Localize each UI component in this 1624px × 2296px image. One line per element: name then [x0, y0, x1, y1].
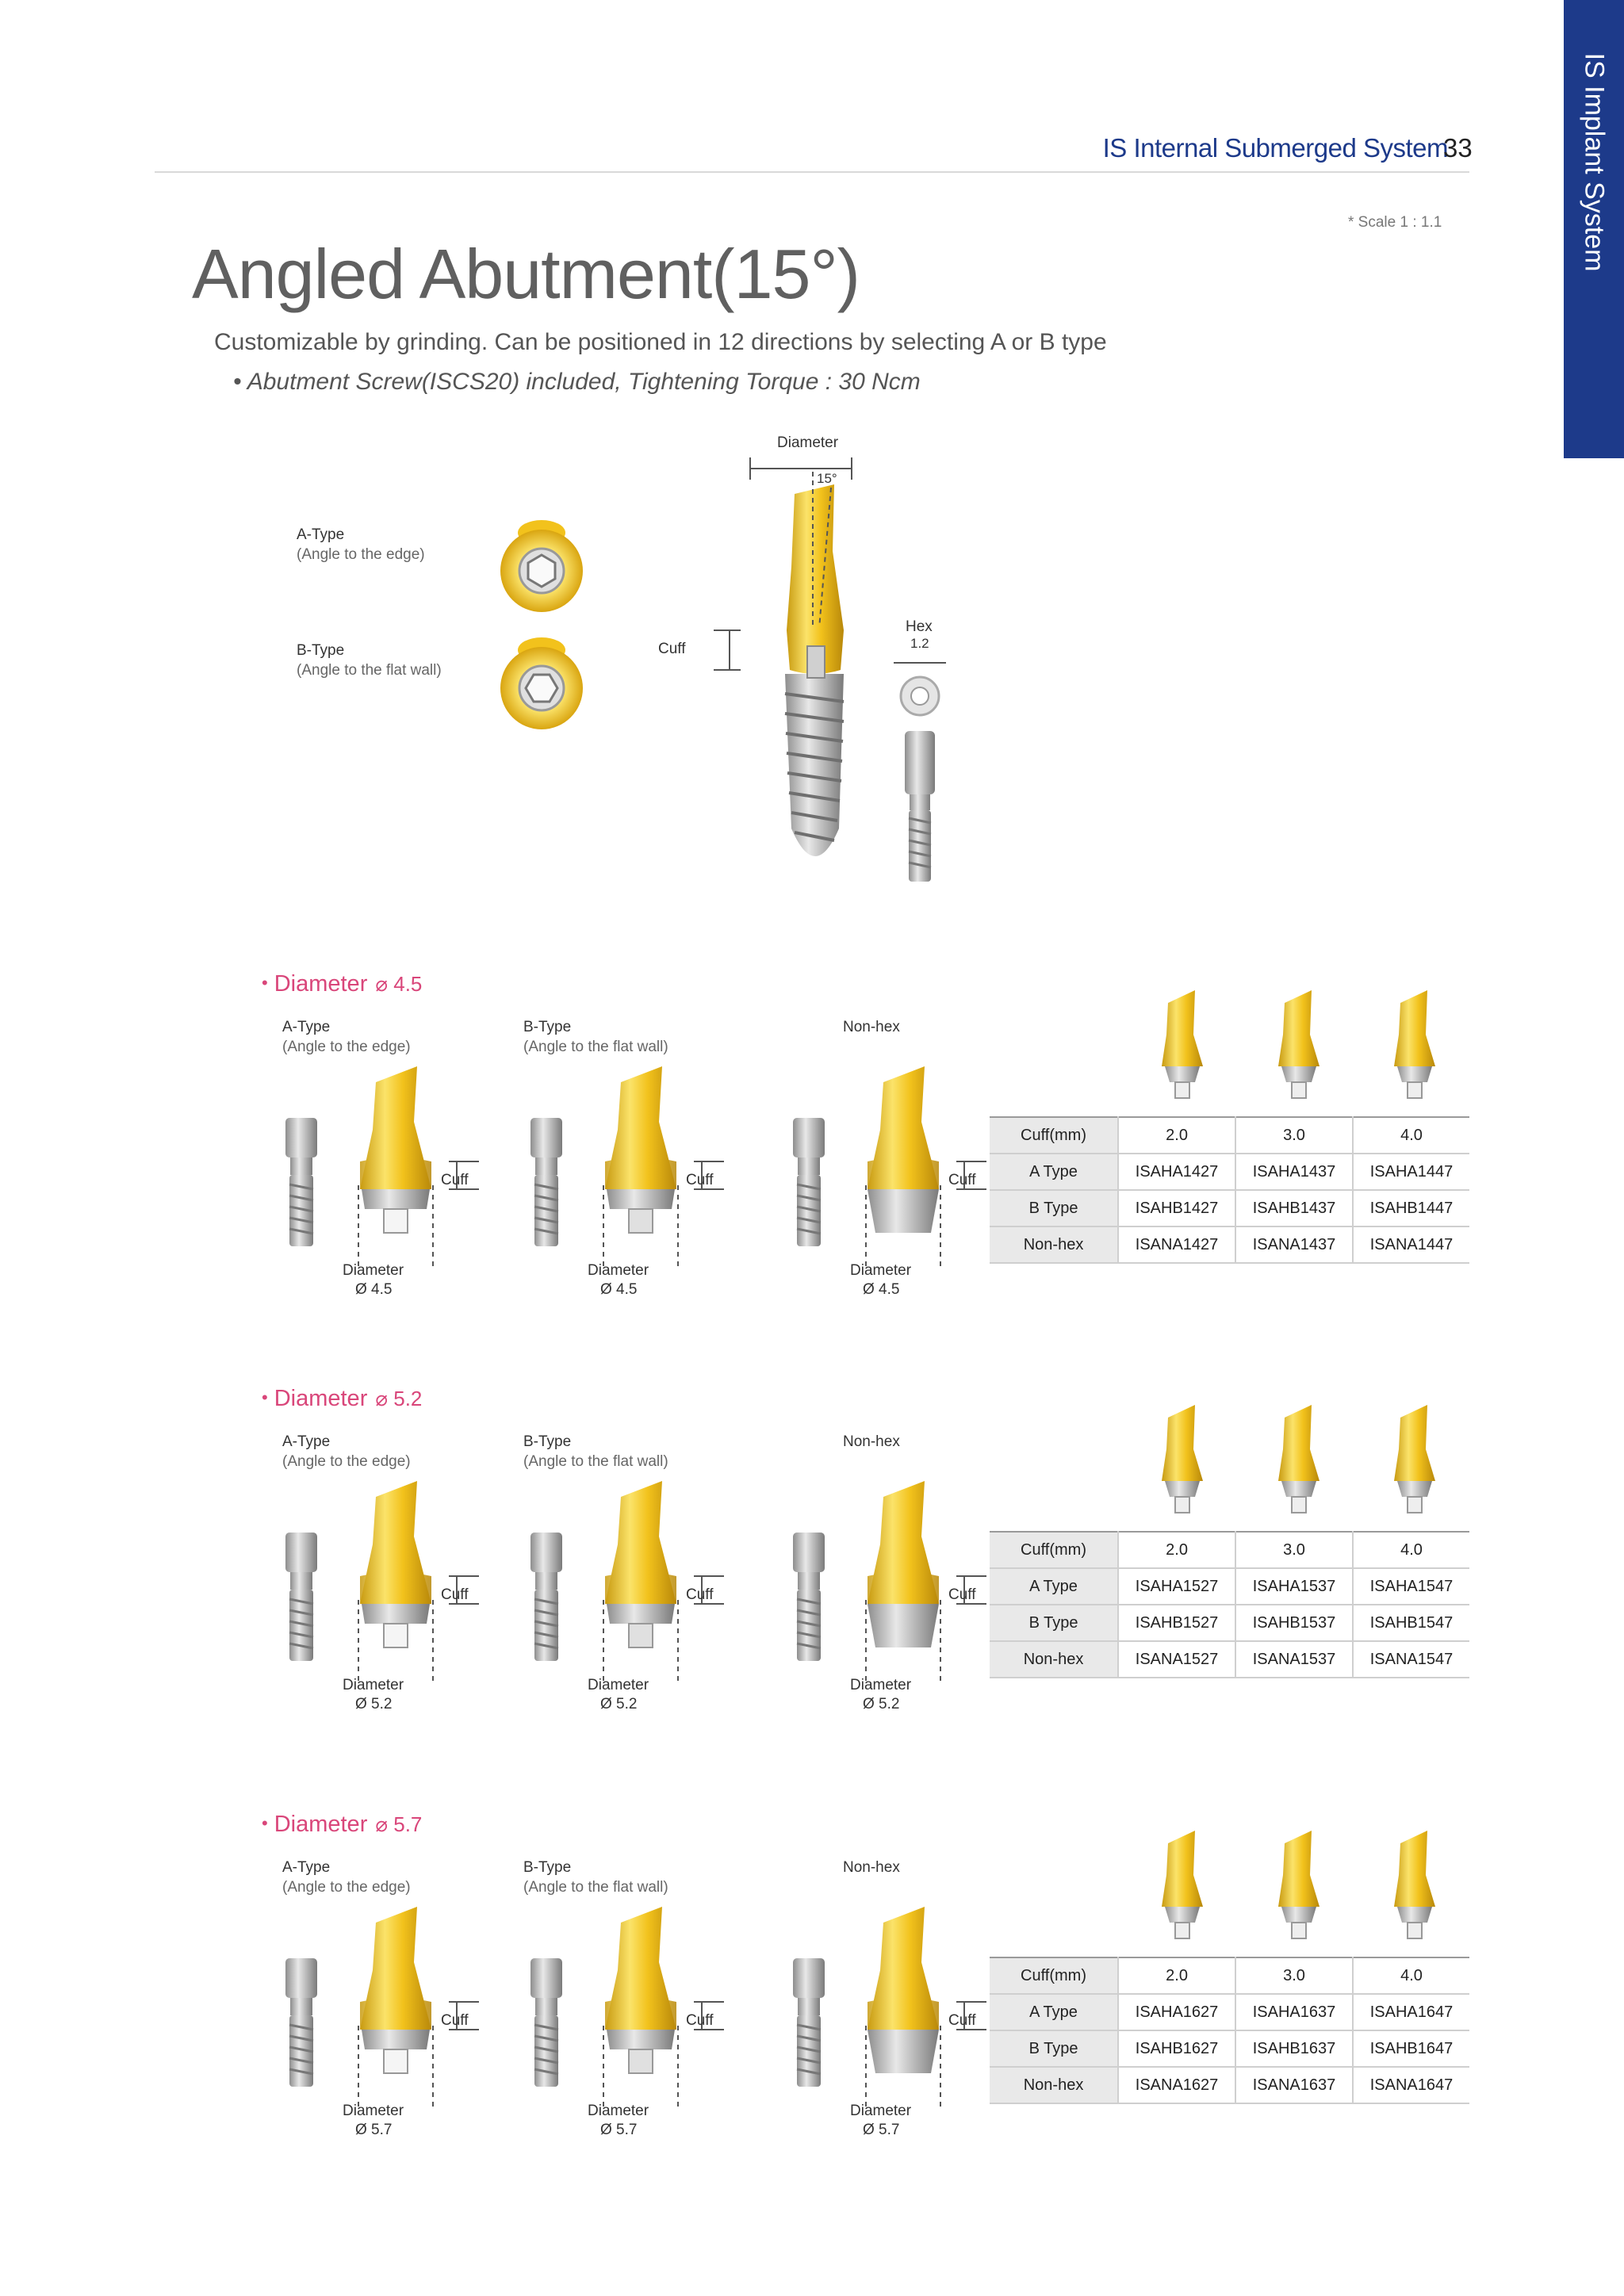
hex-screw-illustration	[892, 650, 948, 888]
scale-note: * Scale 1 : 1.1	[1348, 214, 1442, 231]
page-subtitle: Customizable by grinding. Can be positioned in 12 directions by selecting A or B type	[214, 329, 1107, 355]
section-diameter: ⌀ 5.7	[375, 1812, 423, 1836]
section-heading-text: Diameter	[274, 971, 368, 997]
row-header-cell: B Type	[990, 1190, 1118, 1226]
b-type-sub: (Angle to the flat wall)	[523, 1879, 668, 1896]
mini-abutment-3	[1386, 987, 1442, 1106]
row-header-cell: Non-hex	[990, 2067, 1118, 2103]
mini-abutment-2	[1270, 1402, 1326, 1521]
b-type-top-view	[498, 634, 585, 733]
non-hex-diameter-value: Ø 5.7	[863, 2122, 900, 2138]
a-type-abutment-illustration	[338, 1907, 473, 2097]
non-hex-abutment-illustration	[845, 1066, 980, 1257]
table-cell: ISAHB1427	[1118, 1190, 1235, 1226]
mini-abutment-1	[1154, 987, 1209, 1106]
non-hex-diameter-label: Diameter	[850, 1677, 912, 1693]
table-header-row	[990, 1532, 1469, 1568]
non-hex-diameter-label: Diameter	[850, 1262, 912, 1279]
table-cell: ISANA1637	[1235, 2067, 1353, 2103]
page-title: Angled Abutment(15°)	[192, 235, 860, 313]
b-type-diameter-value: Ø 5.2	[600, 1696, 638, 1712]
mini-abutment-1	[1154, 1827, 1209, 1946]
a-type-sub: (Angle to the edge)	[282, 1039, 411, 1055]
b-type-label	[523, 1432, 668, 1471]
a-type-top-view	[498, 517, 585, 616]
side-tab	[1564, 0, 1624, 458]
hero-diameter-label: Diameter	[777, 434, 839, 451]
row-header-cell: Non-hex	[990, 1226, 1118, 1263]
hero-angle-label: 15°	[817, 471, 837, 486]
b-type-label	[523, 1017, 668, 1057]
b-type-sub: (Angle to the flat wall)	[523, 1039, 668, 1055]
bullet-dot: •	[262, 1813, 268, 1833]
page-number: 33	[1443, 133, 1473, 163]
a-type-sub: (Angle to the edge)	[282, 1453, 411, 1470]
row-header-cell: Cuff(mm)	[990, 1957, 1118, 1994]
bullet-dot: •	[262, 1387, 268, 1407]
b-type-label	[523, 1858, 668, 1897]
table-cell: ISAHB1627	[1118, 2030, 1235, 2067]
table-row	[990, 2067, 1469, 2103]
header-rule	[155, 171, 1469, 173]
table-cell: ISAHB1637	[1235, 2030, 1353, 2067]
b-type-screw-illustration	[527, 1958, 567, 2093]
row-header-cell: B Type	[990, 1605, 1118, 1641]
a-type-cuff-label: Cuff	[441, 2012, 469, 2029]
a-type-abutment-illustration	[338, 1481, 473, 1671]
non-hex-diameter-value: Ø 4.5	[863, 1281, 900, 1298]
header-title: IS Internal Submerged System	[1102, 133, 1448, 163]
hero-b-type-label	[297, 641, 442, 680]
b-type-cuff-label: Cuff	[686, 2012, 714, 2029]
table-cell: ISANA1437	[1235, 1226, 1353, 1263]
table-row	[990, 1154, 1469, 1190]
a-type-label	[282, 1017, 411, 1057]
table-header-row	[990, 1117, 1469, 1154]
hero-a-type-title: A-Type	[297, 526, 345, 543]
table-cell: ISAHA1537	[1235, 1568, 1353, 1605]
non-hex-screw-illustration	[790, 1533, 829, 1667]
b-type-screw-illustration	[527, 1118, 567, 1253]
table-cell: ISANA1447	[1353, 1226, 1469, 1263]
table-cell: 4.0	[1353, 1957, 1469, 1994]
table-cell: 4.0	[1353, 1532, 1469, 1568]
row-header-cell: A Type	[990, 1994, 1118, 2030]
table-row	[990, 1226, 1469, 1263]
order-code-table	[990, 1957, 1469, 2104]
mini-abutment-2	[1270, 1827, 1326, 1946]
table-cell: ISAHB1547	[1353, 1605, 1469, 1641]
table-cell: 3.0	[1235, 1957, 1353, 1994]
non-hex-label	[843, 1017, 900, 1037]
table-cell: ISAHA1427	[1118, 1154, 1235, 1190]
a-type-screw-illustration	[282, 1118, 322, 1253]
non-hex-abutment-illustration	[845, 1907, 980, 2097]
table-cell: ISAHB1437	[1235, 1190, 1353, 1226]
side-tab-label: IS Implant System	[1579, 52, 1610, 272]
non-hex-diameter-label: Diameter	[850, 2103, 912, 2119]
table-row	[990, 2030, 1469, 2067]
a-type-diameter-value: Ø 5.7	[355, 2122, 393, 2138]
row-header-cell: A Type	[990, 1154, 1118, 1190]
b-type-cuff-label: Cuff	[686, 1586, 714, 1603]
a-type-diameter-label: Diameter	[343, 1677, 404, 1693]
a-type-cuff-label: Cuff	[441, 1172, 469, 1188]
section-heading	[262, 1812, 422, 1838]
non-hex-title: Non-hex	[843, 1019, 900, 1035]
a-type-screw-illustration	[282, 1958, 322, 2093]
table-row	[990, 1190, 1469, 1226]
table-cell: ISAHB1447	[1353, 1190, 1469, 1226]
table-cell: 4.0	[1353, 1117, 1469, 1154]
screw-note: • Abutment Screw(ISCS20) included, Tightening Torque : 30 Ncm	[233, 369, 921, 395]
row-header-cell: Cuff(mm)	[990, 1532, 1118, 1568]
non-hex-cuff-label: Cuff	[948, 1586, 976, 1603]
table-cell: ISAHA1627	[1118, 1994, 1235, 2030]
section-diameter: ⌀ 5.2	[375, 1387, 423, 1410]
table-cell: ISAHA1447	[1353, 1154, 1469, 1190]
hero-b-type-sub: (Angle to the flat wall)	[297, 662, 442, 679]
non-hex-screw-illustration	[790, 1118, 829, 1253]
order-code-table	[990, 1531, 1469, 1678]
non-hex-abutment-illustration	[845, 1481, 980, 1671]
table-cell: ISAHB1527	[1118, 1605, 1235, 1641]
a-type-abutment-illustration	[338, 1066, 473, 1257]
table-cell: ISAHB1647	[1353, 2030, 1469, 2067]
table-row	[990, 1641, 1469, 1678]
bullet-dot: •	[262, 973, 268, 993]
row-header-cell: B Type	[990, 2030, 1118, 2067]
table-cell: ISANA1547	[1353, 1641, 1469, 1678]
table-row	[990, 1568, 1469, 1605]
row-header-cell: A Type	[990, 1568, 1118, 1605]
section-diameter: ⌀ 4.5	[375, 972, 423, 996]
b-type-abutment-illustration	[583, 1066, 718, 1257]
b-type-abutment-illustration	[583, 1907, 718, 2097]
a-type-title: A-Type	[282, 1859, 331, 1876]
table-cell: ISAHA1637	[1235, 1994, 1353, 2030]
section-heading-text: Diameter	[274, 1812, 368, 1837]
non-hex-cuff-label: Cuff	[948, 1172, 976, 1188]
non-hex-cuff-label: Cuff	[948, 2012, 976, 2029]
hero-a-type-label	[297, 525, 425, 564]
a-type-screw-illustration	[282, 1533, 322, 1667]
section-heading	[262, 1386, 422, 1412]
b-type-diameter-value: Ø 4.5	[600, 1281, 638, 1298]
a-type-diameter-label: Diameter	[343, 2103, 404, 2119]
b-type-title: B-Type	[523, 1859, 572, 1876]
table-header-row	[990, 1957, 1469, 1994]
non-hex-title: Non-hex	[843, 1859, 900, 1876]
b-type-cuff-label: Cuff	[686, 1172, 714, 1188]
a-type-diameter-value: Ø 4.5	[355, 1281, 393, 1298]
mini-abutment-3	[1386, 1827, 1442, 1946]
table-row	[990, 1605, 1469, 1641]
hero-b-type-title: B-Type	[297, 642, 345, 659]
section-heading-text: Diameter	[274, 1386, 368, 1411]
non-hex-screw-illustration	[790, 1958, 829, 2093]
table-cell: ISANA1427	[1118, 1226, 1235, 1263]
hero-hex-label: Hex	[906, 618, 933, 635]
b-type-screw-illustration	[527, 1533, 567, 1667]
a-type-title: A-Type	[282, 1433, 331, 1450]
row-header-cell: Non-hex	[990, 1641, 1118, 1678]
b-type-sub: (Angle to the flat wall)	[523, 1453, 668, 1470]
a-type-label	[282, 1432, 411, 1471]
b-type-abutment-illustration	[583, 1481, 718, 1671]
table-cell: 3.0	[1235, 1532, 1353, 1568]
table-cell: ISANA1527	[1118, 1641, 1235, 1678]
order-code-table	[990, 1116, 1469, 1264]
hero-a-type-sub: (Angle to the edge)	[297, 546, 425, 563]
b-type-diameter-label: Diameter	[588, 1677, 649, 1693]
a-type-label	[282, 1858, 411, 1897]
a-type-diameter-value: Ø 5.2	[355, 1696, 393, 1712]
table-cell: ISANA1537	[1235, 1641, 1353, 1678]
table-cell: 2.0	[1118, 1532, 1235, 1568]
table-cell: 2.0	[1118, 1117, 1235, 1154]
b-type-diameter-label: Diameter	[588, 1262, 649, 1279]
a-type-cuff-label: Cuff	[441, 1586, 469, 1603]
table-cell: ISAHA1547	[1353, 1568, 1469, 1605]
table-cell: 3.0	[1235, 1117, 1353, 1154]
b-type-title: B-Type	[523, 1433, 572, 1450]
mini-abutment-1	[1154, 1402, 1209, 1521]
section-heading	[262, 971, 422, 997]
table-row	[990, 1994, 1469, 2030]
row-header-cell: Cuff(mm)	[990, 1117, 1118, 1154]
non-hex-label	[843, 1858, 900, 1877]
hero-hex-value: 1.2	[910, 636, 929, 651]
table-cell: ISAHA1437	[1235, 1154, 1353, 1190]
table-cell: ISAHA1527	[1118, 1568, 1235, 1605]
non-hex-label	[843, 1432, 900, 1452]
non-hex-diameter-value: Ø 5.2	[863, 1696, 900, 1712]
b-type-title: B-Type	[523, 1019, 572, 1035]
table-cell: 2.0	[1118, 1957, 1235, 1994]
non-hex-title: Non-hex	[843, 1433, 900, 1450]
a-type-sub: (Angle to the edge)	[282, 1879, 411, 1896]
table-cell: ISAHA1647	[1353, 1994, 1469, 2030]
hero-cuff-label: Cuff	[658, 641, 686, 657]
table-cell: ISAHB1537	[1235, 1605, 1353, 1641]
b-type-diameter-label: Diameter	[588, 2103, 649, 2119]
a-type-title: A-Type	[282, 1019, 331, 1035]
table-cell: ISANA1627	[1118, 2067, 1235, 2103]
mini-abutment-3	[1386, 1402, 1442, 1521]
table-cell: ISANA1647	[1353, 2067, 1469, 2103]
mini-abutment-2	[1270, 987, 1326, 1106]
a-type-diameter-label: Diameter	[343, 1262, 404, 1279]
b-type-diameter-value: Ø 5.7	[600, 2122, 638, 2138]
